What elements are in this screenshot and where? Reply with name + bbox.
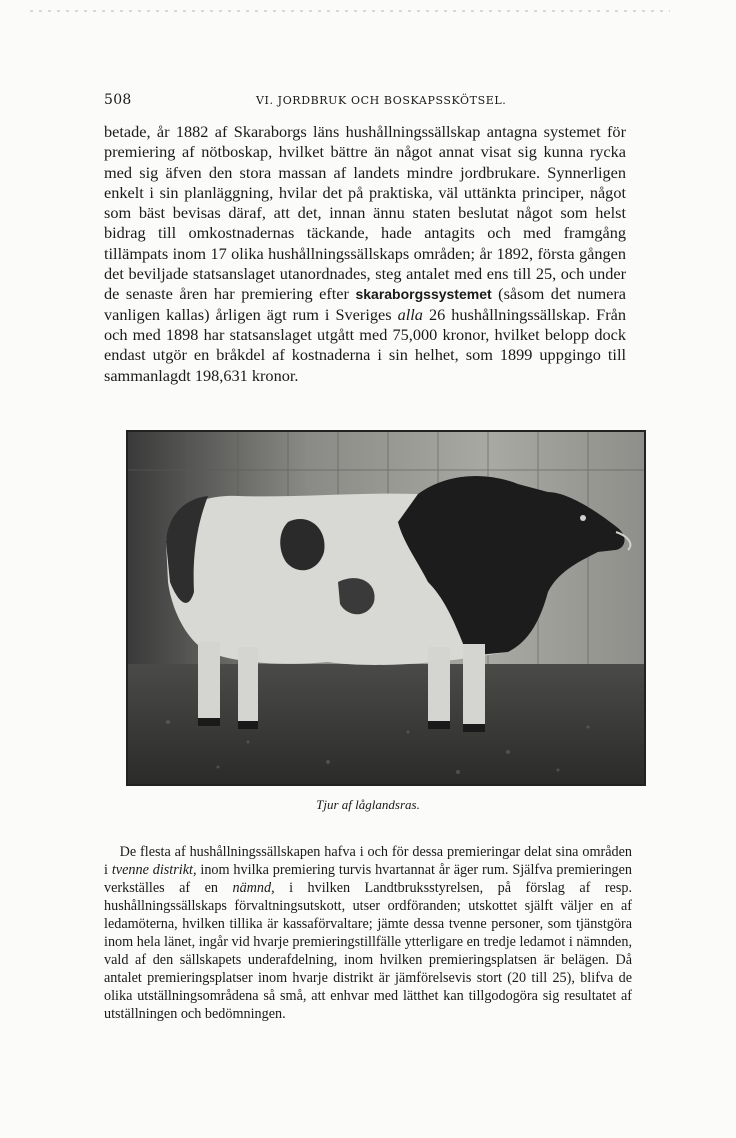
page-number: 508 bbox=[104, 92, 132, 108]
bull-illustration bbox=[128, 432, 644, 784]
paragraph-2-text-b: inom hvilka premiering turvis hvartannat år äger rum. Själfva premieringen verkställes af en bbox=[104, 862, 633, 896]
bull-eye bbox=[580, 515, 586, 521]
bull-hind-leg-2 bbox=[238, 647, 258, 725]
paragraph-2 bbox=[104, 843, 632, 1023]
bull-front-leg-2 bbox=[463, 644, 485, 728]
paragraph-2-text-c: i hvilken Landtbruksstyrelsen, på förslag af resp. hushållningssällskaps förvaltningsutskott, utser ordföranden; utskottet själft väljer en af ledamöterna, hvilken tillika är kassaförvaltare; jämte dessa tvenne personer, som tjänstgöra inom hela länet, ingår vid hvarje premieringstillfälle ytterligare en tredje ledamot i nämnden, vald af den sällskapets underafdelning, inom hvilken premieringsplatsen är belägen. Då antalet premieringsplatser inom hvarje distrikt är jämförelsevis stort (20 till 25), blifva de olika utställningsområdena så små, att enhvar med lätthet kan tillgodogöra sig resultatet af utställningen och bedömningen. bbox=[104, 880, 632, 1022]
paragraph-1-text-a: betade, år 1882 af Skaraborgs läns hushållningssällskap antagna systemet för premiering af nötboskap, hvilket bättre än något annat visat sig kunna rycka med sig äfven den stora massan af landets mindre jordbrukare. Synnerligen enkelt i sin planläggning, hvilar det på praktiska, väl uttänkta principer, något som bäst bevisas däraf, att det, innan ännu staten beslutat något som helst bidrag till omkostnadernas täckande, hade antagits och med framgång tillämpats inom 17 olika hushållningssällskaps områden; år 1892, första gången det beviljade statsanslaget utanordnades, steg antalet med ens till 25, och under de senaste åren har premiering efter bbox=[104, 122, 626, 304]
paragraph-1-bold-term: skaraborgssystemet bbox=[355, 286, 492, 303]
paragraph-2-italic-term-1: tvenne distrikt, bbox=[111, 862, 197, 878]
paragraph-1 bbox=[104, 122, 626, 386]
paragraph-2-text-a: De flesta af hushållningssällskapen hafva i och för dessa premieringar delat sina områden i bbox=[104, 844, 632, 878]
bull-photograph bbox=[126, 430, 646, 786]
paragraph-1-text-c: 26 hushållningssällskap. Från och med 1898 har statsanslaget utgått med 75,000 kronor, hvilket belopp dock endast utgör en bråkdel af kostnaderna i sin helhet, som 1899 uppgingo till sammanlagdt 198,631 kronor. bbox=[104, 304, 626, 385]
figure-caption: Tjur af låglandsras. bbox=[316, 797, 420, 812]
paragraph-2-italic-term-2: nämnd, bbox=[232, 880, 275, 896]
bull-front-leg-1 bbox=[428, 647, 450, 725]
bull-hind-leg-1 bbox=[198, 642, 220, 722]
paragraph-1-italic-term: alla bbox=[397, 304, 423, 324]
paragraph-1-text-b: (såsom det numera vanligen kallas) årligen ägt rum i Sveriges bbox=[104, 284, 627, 324]
scan-noise-dots bbox=[30, 10, 670, 12]
running-head: VI. JORDBRUK OCH BOSKAPSSKÖTSEL. bbox=[256, 94, 507, 107]
